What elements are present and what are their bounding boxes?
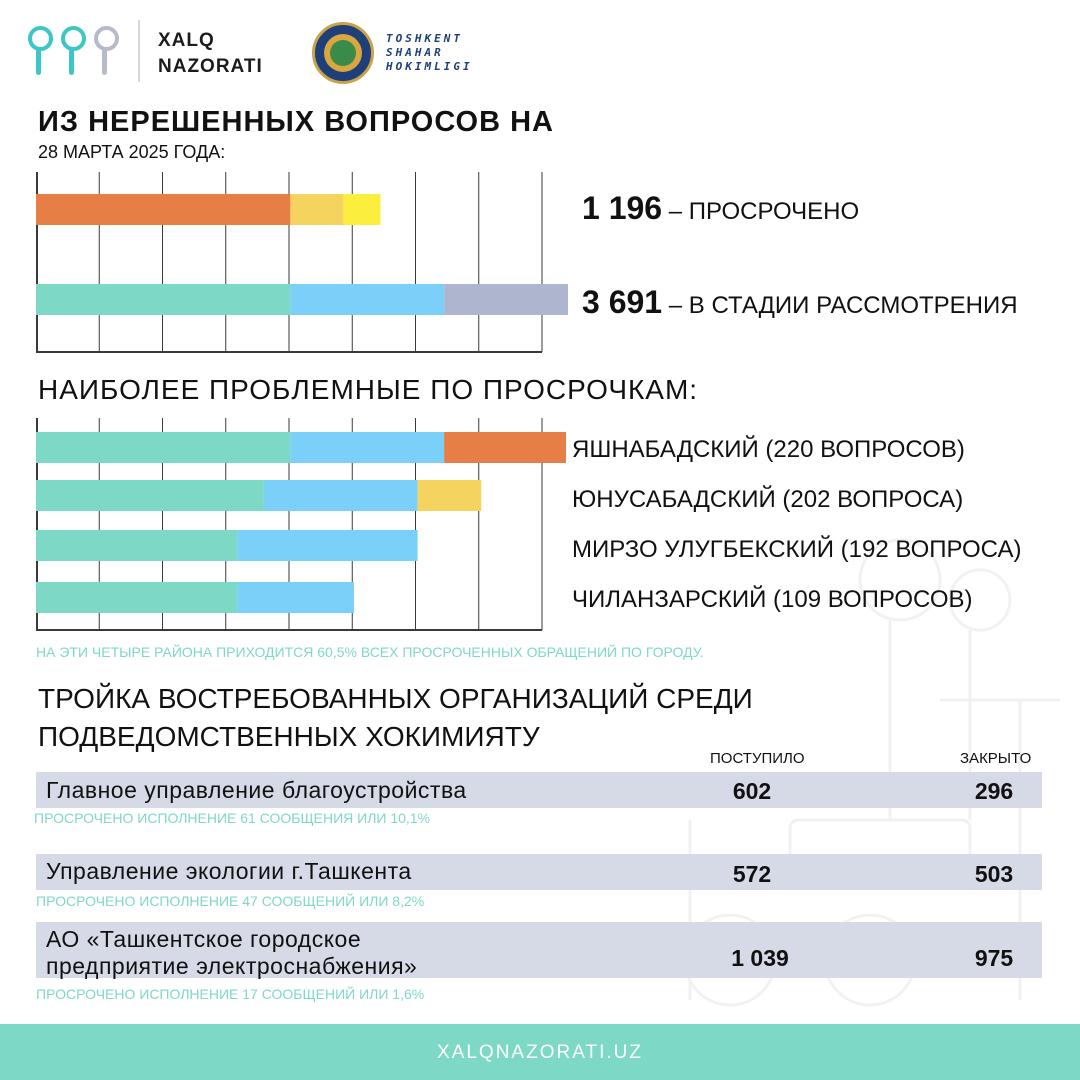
district-label-yunusabad: ЮНУСАБАДСКИЙ (202 ВОПРОСА)	[572, 486, 964, 513]
bar-segment	[290, 194, 343, 225]
section3-title: ТРОЙКА ВОСТРЕБОВАННЫХ ОРГАНИЗАЦИЙ СРЕДИ ПОДВЕДОМСТВЕННЫХ ХОКИМИЯТУ	[38, 683, 753, 752]
district-label-chilanzar: ЧИЛАНЗАРСКИЙ (109 ВОПРОСОВ)	[572, 586, 973, 613]
district-label-yashnabad: ЯШНАБАДСКИЙ (220 ВОПРОСОВ)	[572, 436, 965, 463]
org-closed: 503	[974, 861, 1014, 887]
districts-chart	[36, 418, 568, 632]
org-received: 1 039	[731, 945, 789, 971]
bar-segment	[36, 284, 290, 315]
bar-segment	[36, 432, 290, 463]
column-header-closed: ЗАКРЫТО	[960, 750, 1032, 767]
review-label: 3 691 – В СТАДИИ РАССМОТРЕНИЯ	[582, 284, 1018, 320]
bar-segment	[444, 284, 568, 315]
org-name: Управление экологии г.Ташкента	[46, 858, 412, 884]
brand-name	[158, 28, 263, 80]
brand-line-2: NAZORATI	[158, 56, 263, 77]
magnifier-icon	[59, 24, 86, 78]
org-received: 572	[732, 861, 772, 887]
status-chart	[36, 172, 568, 354]
bar-segment	[444, 432, 566, 463]
section1-subtitle: 28 МАРТА 2025 ГОДА:	[38, 142, 226, 162]
magnifier-icon	[92, 24, 119, 78]
org-overdue-note: ПРОСРОЧЕНО ИСПОЛНЕНИЕ 47 СООБЩЕНИЙ ИЛИ 8,2%	[36, 893, 425, 909]
bar-segment	[237, 530, 417, 561]
overdue-value: 1 196	[582, 190, 663, 226]
org-closed: 296	[974, 778, 1014, 804]
bar-segment	[36, 582, 237, 613]
bar-segment	[290, 284, 444, 315]
org-received: 602	[732, 778, 772, 804]
districts-note: НА ЭТИ ЧЕТЫРЕ РАЙОНА ПРИХОДИТСЯ 60,5% ВСЕХ ПРОСРОЧЕННЫХ ОБРАЩЕНИЙ ПО ГОРОДУ.	[36, 644, 704, 660]
hokimiyat-name: TOSHKENT SHAHAR HOKIMLIGI	[386, 32, 473, 73]
org-overdue-note: ПРОСРОЧЕНО ИСПОЛНЕНИЕ 17 СООБЩЕНИЙ ИЛИ 1,6%	[36, 986, 425, 1002]
header-divider	[138, 20, 140, 82]
brand-line-1: XALQ	[158, 30, 215, 51]
tashkent-hokimiyat-seal-icon	[312, 22, 374, 84]
overdue-label: 1 196 – ПРОСРОЧЕНО	[582, 190, 860, 226]
district-label-mirzo-ulugbek: МИРЗО УЛУГБЕКСКИЙ (192 ВОПРОСА)	[572, 536, 1022, 563]
bar-segment	[36, 194, 290, 225]
org-closed: 975	[974, 945, 1014, 971]
footer-url-link[interactable]: XALQNAZORATI.UZ	[437, 1042, 643, 1063]
review-value: 3 691	[582, 284, 663, 320]
bar-segment	[264, 480, 418, 511]
xalq-nazorati-logo-mark	[26, 24, 119, 78]
org-name: Главное управление благоустройства	[46, 777, 467, 803]
org-overdue-note: ПРОСРОЧЕНО ИСПОЛНЕНИЕ 61 СООБЩЕНИЯ ИЛИ 10,1%	[34, 810, 431, 826]
bar-segment	[418, 480, 482, 511]
bar-segment	[290, 432, 444, 463]
section1-title: ИЗ НЕРЕШЕННЫХ ВОПРОСОВ НА	[38, 106, 555, 138]
org-name: АО «Ташкентское городское предприятие электроснабжения»	[46, 926, 418, 979]
bar-segment	[36, 480, 264, 511]
section2-title: НАИБОЛЕЕ ПРОБЛЕМНЫЕ ПО ПРОСРОЧКАМ:	[38, 374, 699, 405]
bar-segment	[343, 194, 380, 225]
column-header-received: ПОСТУПИЛО	[710, 750, 805, 767]
bar-segment	[36, 530, 237, 561]
magnifier-icon	[26, 24, 53, 78]
bar-segment	[237, 582, 354, 613]
